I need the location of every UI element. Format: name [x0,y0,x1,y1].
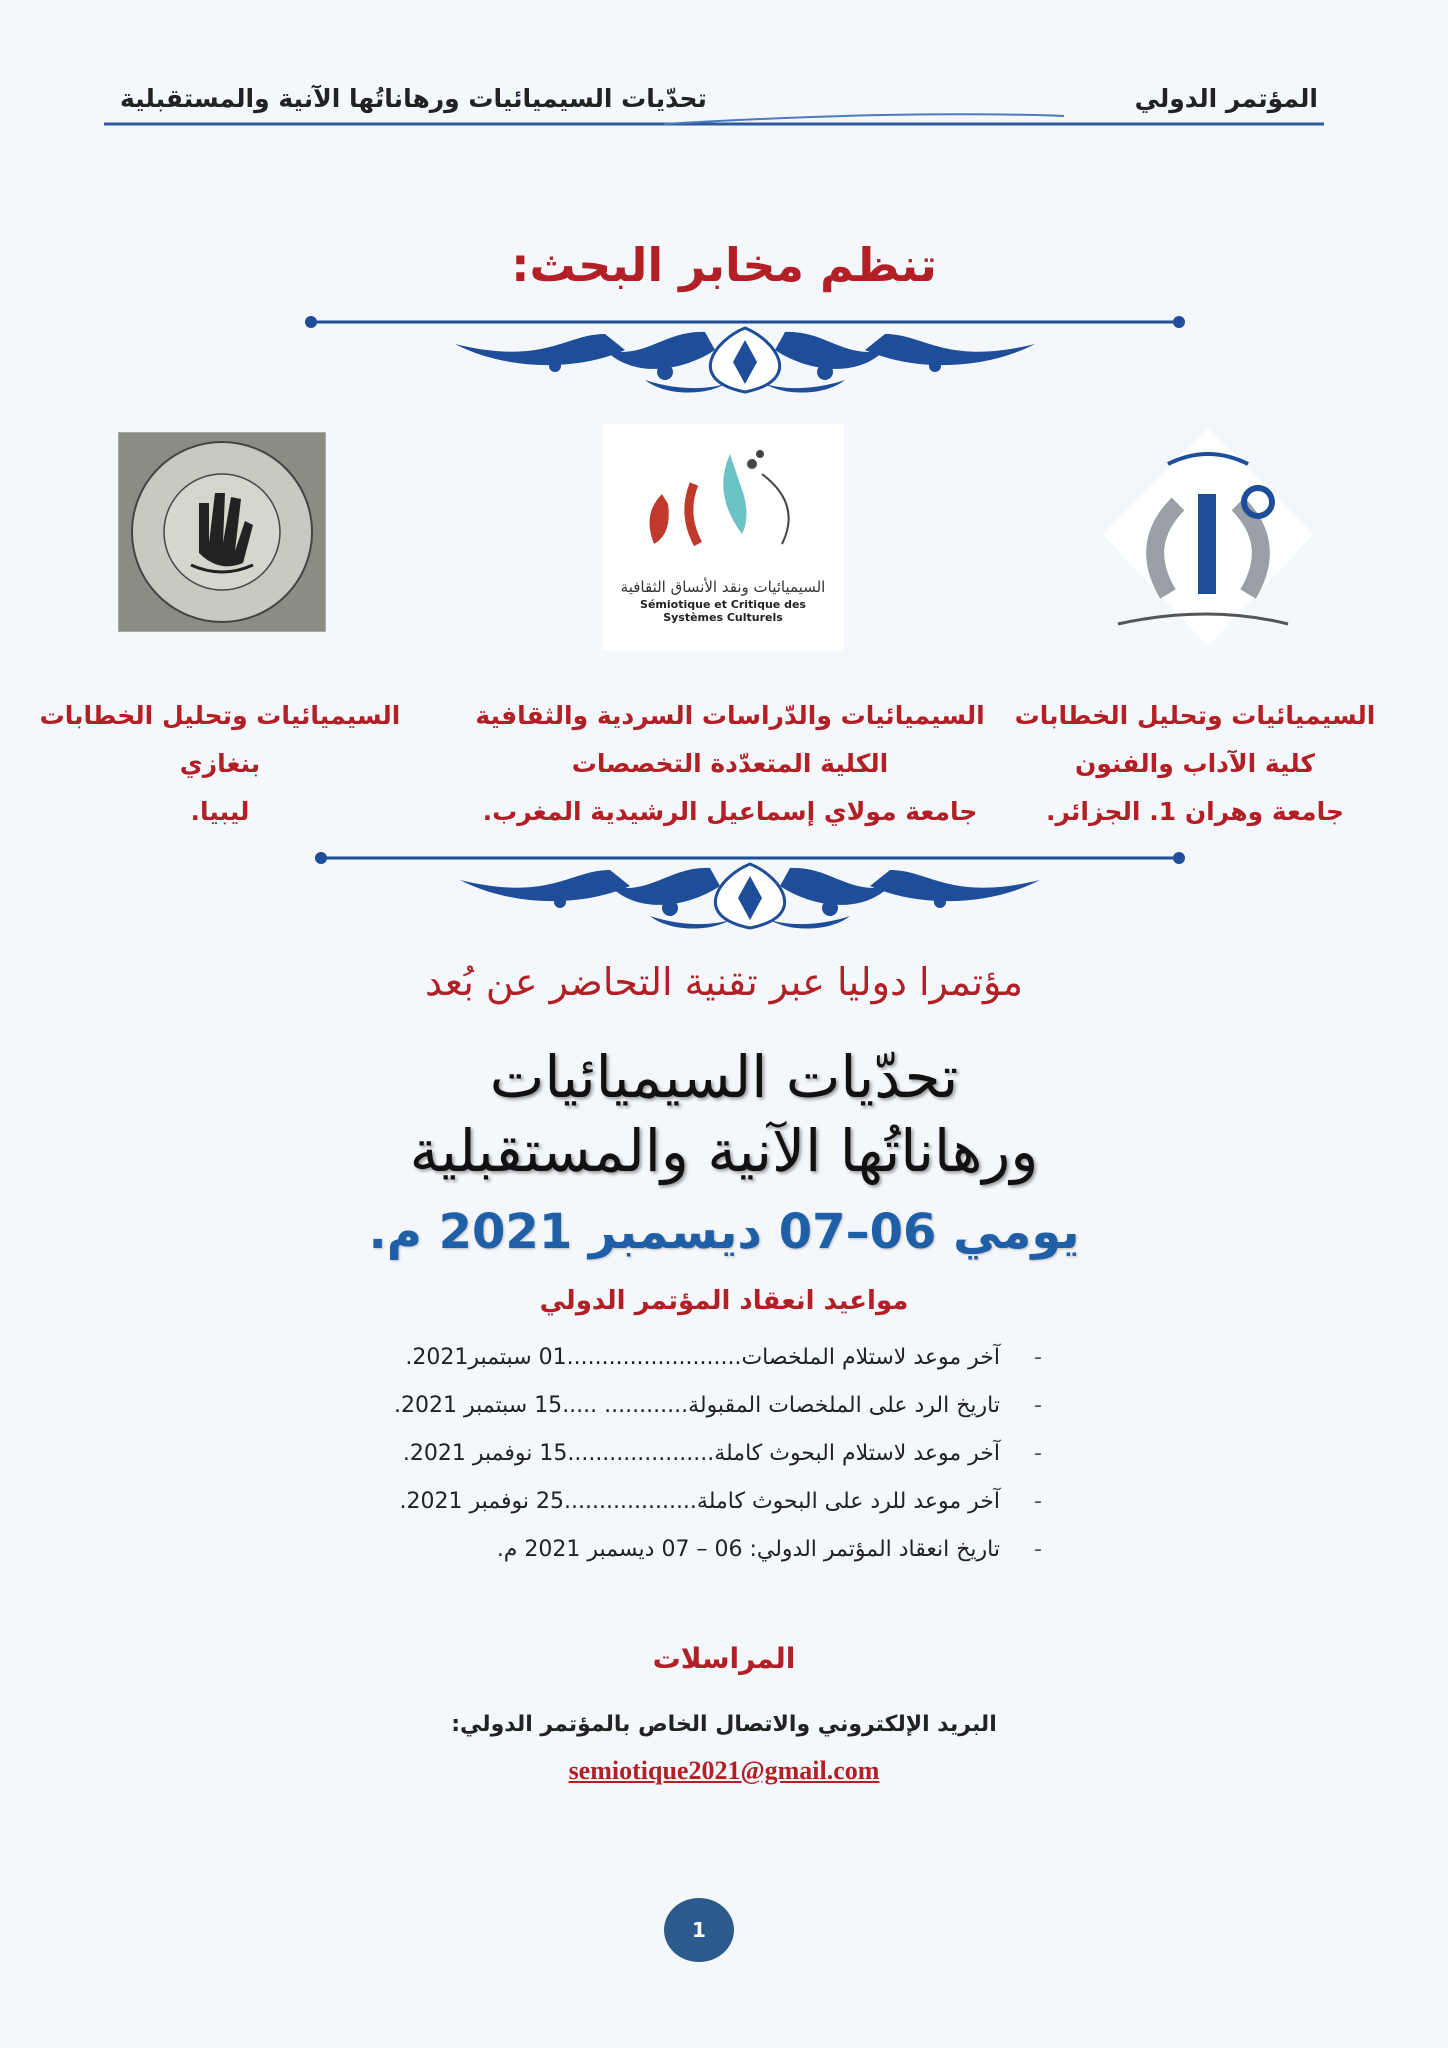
semiotics-cultural-lab-logo [602,424,844,650]
oran-lab-logo [1098,424,1318,652]
email-link[interactable]: semiotique2021@gmail.com [568,1756,880,1785]
header-conference-title: تحدّيات السيميائيات ورهاناتُها الآنية والمستقبلية [120,84,707,113]
schedule-item-text: آخر موعد لاستلام البحوث كاملة.....................15 نوفمبر 2021. [402,1441,1000,1466]
lab-moulay-line-2: الكلية المتعدّدة التخصصات [571,749,889,778]
list-item [400,1526,1050,1574]
lab-oran [1010,692,1380,836]
lab-moulay-line-3: جامعة مولاي إسماعيل الرشيدية المغرب. [482,797,978,826]
lab-oran-line-3: جامعة وهران 1. الجزائر. [1045,797,1345,826]
lab-benghazi-line-1: السيميائيات وتحليل الخطابات [39,701,401,730]
list-item [400,1334,1050,1382]
conference-title-line-2: ورهاناتُها الآنية والمستقبلية [409,1117,1039,1185]
list-item [400,1478,1050,1526]
conference-date: يومي 06–07 ديسمبر 2021 م. [368,1204,1080,1260]
schedule-item-text: آخر موعد لاستلام الملخصات.........................01 سبتمبر2021. [405,1345,1000,1370]
bullet-dash: - [1034,1537,1042,1562]
ornament-divider-middle [315,846,1185,936]
lab-moulay-ismail [470,692,990,836]
lab-benghazi-line-2: بنغازي [179,749,261,778]
lab-benghazi [30,692,410,836]
page-number-badge: 1 [664,1898,734,1962]
contact-label: البريد الإلكتروني والاتصال الخاص بالمؤتمر الدولي: [451,1712,997,1737]
list-item [393,1382,1050,1430]
conference-title [0,1040,1448,1188]
schedule-item-text: تاريخ انعقاد المؤتمر الدولي: 06 – 07 ديسمبر 2021 م. [496,1537,1000,1562]
schedule-item-text: تاريخ الرد على الملخصات المقبولة............ .....15 سبتمبر 2021. [393,1393,1000,1418]
mid-logo-arabic: السيميائيات ونقد الأنساق الثقافية [620,578,826,596]
lab-moulay-line-1: السيميائيات والدّراسات السردية والثقافية [475,701,985,730]
ornament-divider-top [305,310,1185,400]
schedule-list [393,1334,1050,1574]
bullet-dash: - [1034,1393,1042,1418]
lab-oran-line-2: كلية الآداب والفنون [1075,749,1315,778]
organizers-heading: تنظم مخابر البحث: [511,238,937,292]
bullet-dash: - [1034,1489,1042,1514]
conference-title-line-1: تحدّيات السيميائيات [489,1043,959,1111]
list-item [400,1430,1050,1478]
schedule-item-text: آخر موعد للرد على البحوث كاملة...................25 نوفمبر 2021. [399,1489,1000,1514]
mid-logo-french: Sémiotique et Critique des Systèmes Culturels [640,598,806,624]
benghazi-lab-logo [118,432,326,632]
header-rule [104,108,1324,128]
schedule-heading: مواعيد انعقاد المؤتمر الدولي [539,1286,909,1316]
bullet-dash: - [1034,1441,1042,1466]
bullet-dash: - [1034,1345,1042,1370]
lab-benghazi-line-3: ليبيا. [190,797,250,826]
lab-oran-line-1: السيميائيات وتحليل الخطابات [1014,701,1376,730]
correspondence-heading: المراسلات [652,1642,796,1675]
conference-subtitle: مؤتمرا دوليا عبر تقنية التحاضر عن بُعد [424,960,1024,1004]
header-label: المؤتمر الدولي [1134,84,1318,113]
